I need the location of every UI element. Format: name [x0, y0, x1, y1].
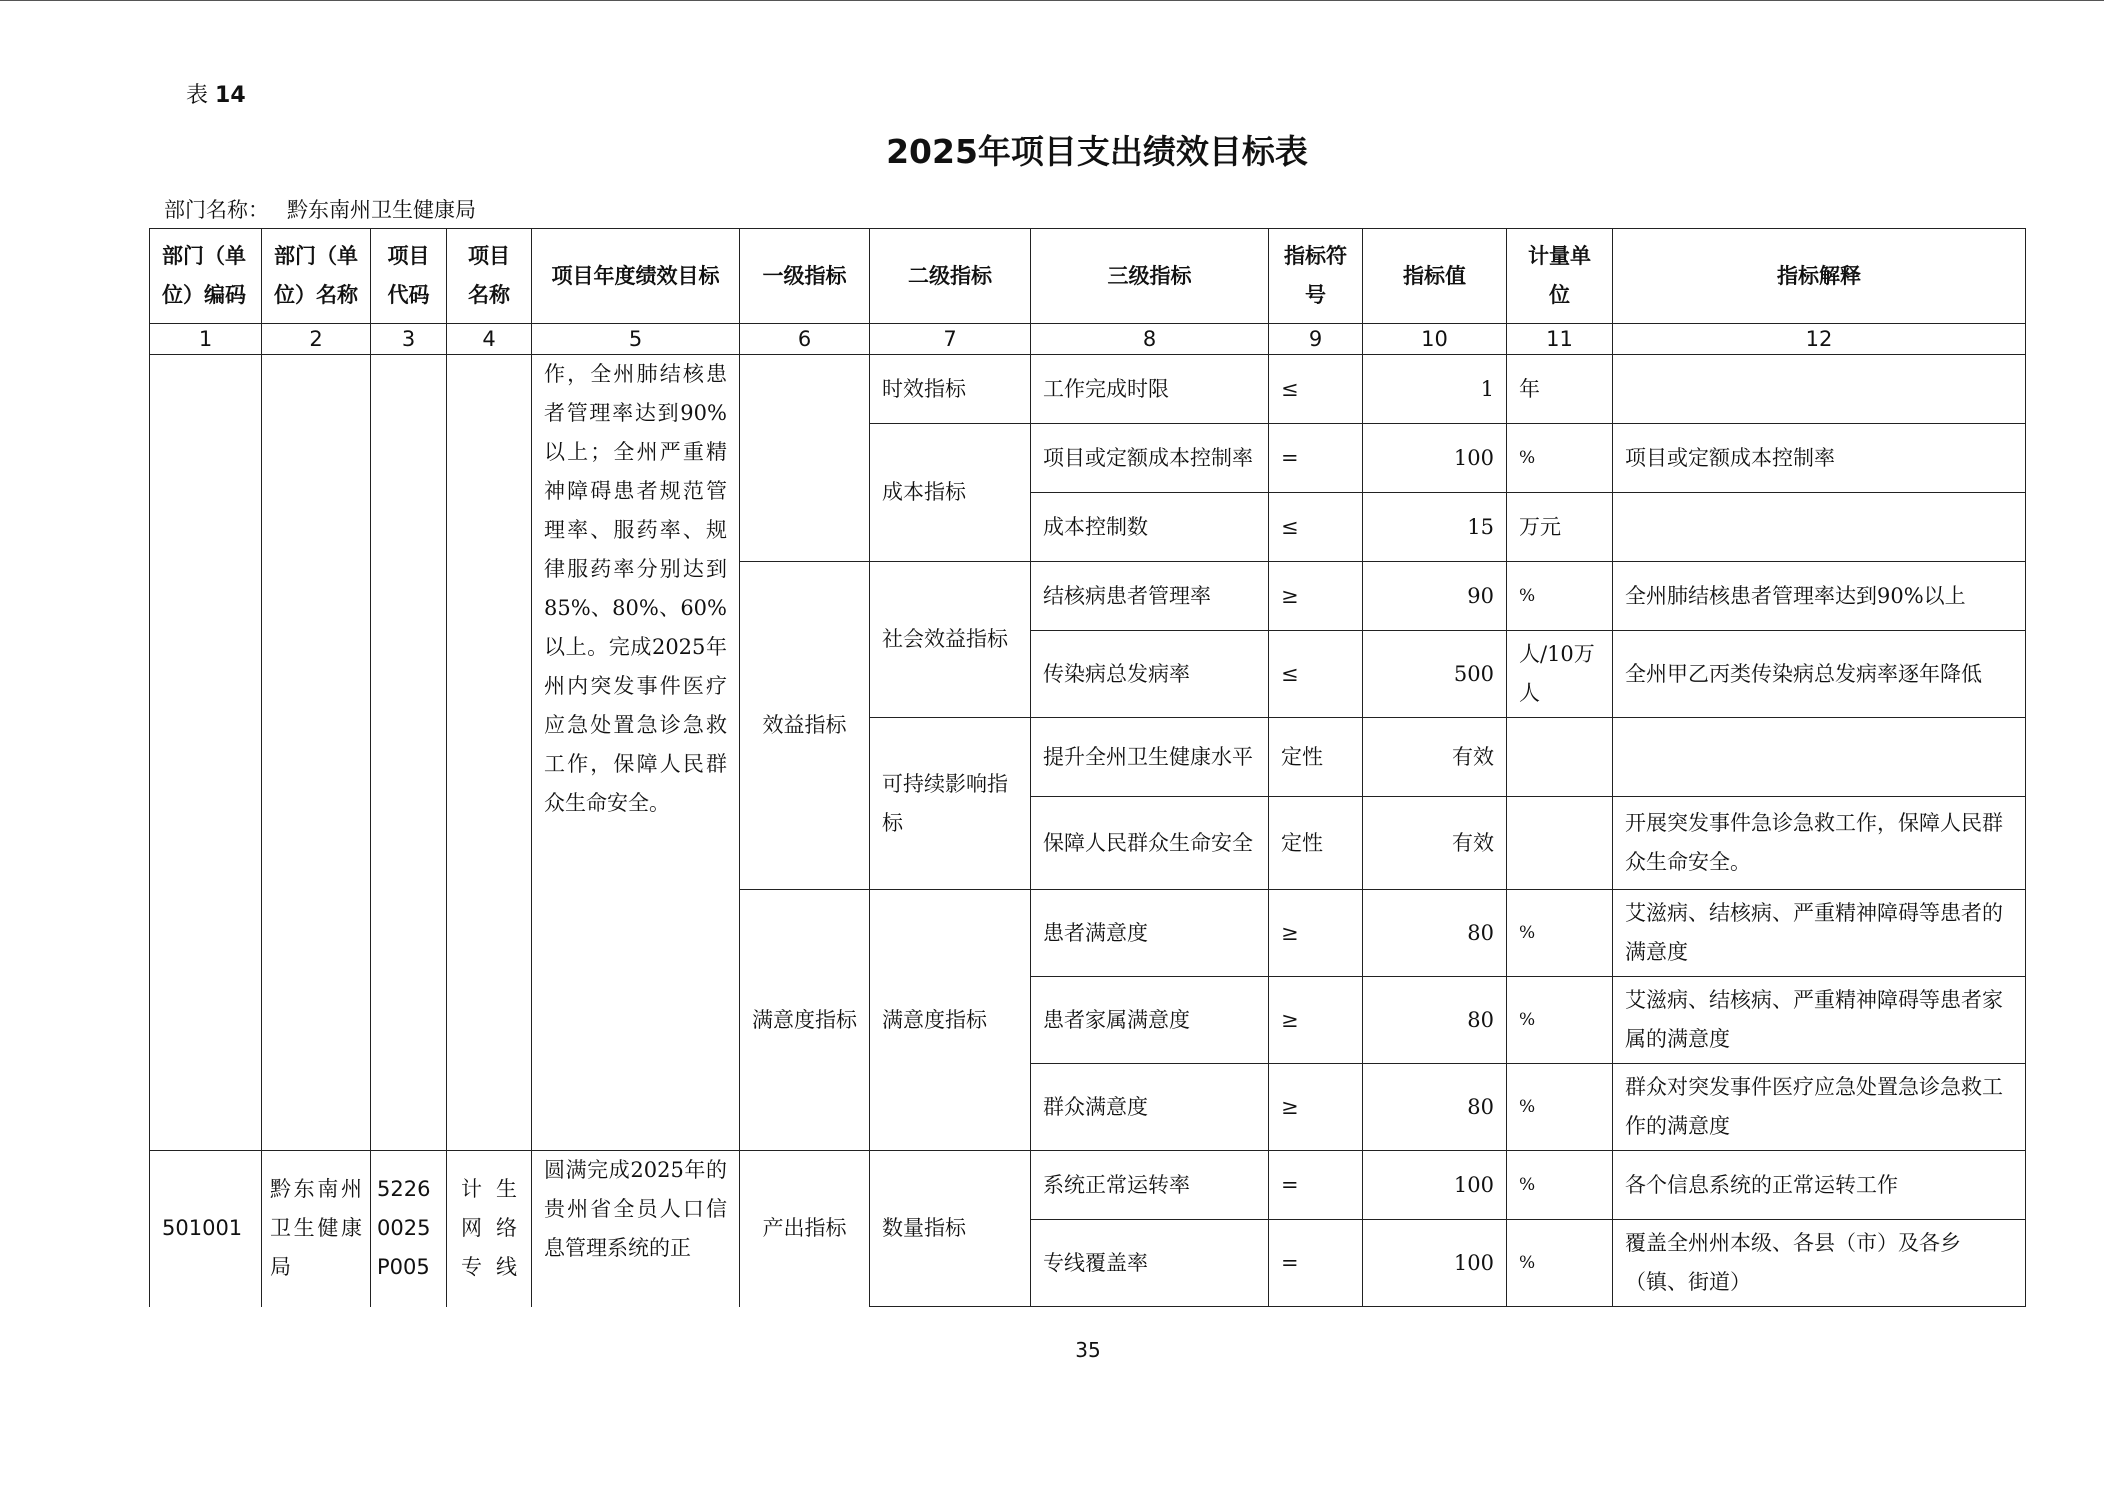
- unit-cell: 年: [1507, 355, 1613, 424]
- explain-cell: [1613, 493, 2026, 562]
- level3-cell: 传染病总发病率: [1031, 631, 1269, 718]
- unit-cell: %: [1507, 424, 1613, 493]
- level2-cell: 时效指标: [870, 355, 1031, 424]
- value-cell: 90: [1363, 562, 1507, 631]
- value-cell: 80: [1363, 890, 1507, 977]
- col-number: 10: [1363, 324, 1507, 355]
- level2-cell: 社会效益指标: [870, 562, 1031, 718]
- col-number: 7: [870, 324, 1031, 355]
- level3-cell: 结核病患者管理率: [1031, 562, 1269, 631]
- performance-table: [149, 228, 2026, 1307]
- value-cell: 15: [1363, 493, 1507, 562]
- unit-cell: %: [1507, 562, 1613, 631]
- col-number: 2: [262, 324, 371, 355]
- level1-cell: [740, 355, 870, 562]
- department-line: [164, 194, 494, 224]
- annual-goal-cell: 圆满完成2025年的贵州省全员人口信息管理系统的正: [532, 1151, 740, 1307]
- value-cell: 1: [1363, 355, 1507, 424]
- level3-cell: 系统正常运转率: [1031, 1151, 1269, 1220]
- unit-cell: [1507, 797, 1613, 890]
- project-code-cell: 52260025P005: [371, 1151, 447, 1307]
- symbol-cell: ≤: [1269, 631, 1363, 718]
- col-number: 3: [371, 324, 447, 355]
- explain-cell: 艾滋病、结核病、严重精神障碍等患者的满意度: [1613, 890, 2026, 977]
- header-project-name: 项目名称: [447, 229, 532, 324]
- header-row: [150, 229, 2026, 324]
- unit-cell: %: [1507, 977, 1613, 1064]
- symbol-cell: ≥: [1269, 1064, 1363, 1151]
- explain-cell: 群众对突发事件医疗应急处置急诊急救工作的满意度: [1613, 1064, 2026, 1151]
- value-cell: 100: [1363, 1151, 1507, 1220]
- level2-cell: 满意度指标: [870, 890, 1031, 1151]
- value-cell: 500: [1363, 631, 1507, 718]
- col-number: 1: [150, 324, 262, 355]
- project-code-cell: [371, 355, 447, 1151]
- value-cell: 有效: [1363, 797, 1507, 890]
- header-dept-name: 部门（单位）名称: [262, 229, 371, 324]
- level3-cell: 患者家属满意度: [1031, 977, 1269, 1064]
- symbol-cell: ≥: [1269, 890, 1363, 977]
- col-number: 11: [1507, 324, 1613, 355]
- dept-code-cell: 501001: [150, 1151, 262, 1307]
- col-number: 6: [740, 324, 870, 355]
- symbol-cell: =: [1269, 1151, 1363, 1220]
- level3-cell: 患者满意度: [1031, 890, 1269, 977]
- level3-cell: 项目或定额成本控制率: [1031, 424, 1269, 493]
- header-annual-goal: 项目年度绩效目标: [532, 229, 740, 324]
- level3-cell: 提升全州卫生健康水平: [1031, 718, 1269, 797]
- header-level3: 三级指标: [1031, 229, 1269, 324]
- dept-name-cell: [262, 355, 371, 1151]
- level3-cell: 保障人民群众生命安全: [1031, 797, 1269, 890]
- col-number: 9: [1269, 324, 1363, 355]
- level3-cell: 专线覆盖率: [1031, 1220, 1269, 1307]
- explain-cell: 项目或定额成本控制率: [1613, 424, 2026, 493]
- symbol-cell: 定性: [1269, 718, 1363, 797]
- value-cell: 有效: [1363, 718, 1507, 797]
- level3-cell: 群众满意度: [1031, 1064, 1269, 1151]
- project-name-cell: 计生网络专线: [447, 1151, 532, 1307]
- level1-cell: 产出指标: [740, 1151, 870, 1307]
- header-unit: 计量单位: [1507, 229, 1613, 324]
- explain-cell: 全州甲乙丙类传染病总发病率逐年降低: [1613, 631, 2026, 718]
- table-row: [150, 355, 2026, 424]
- unit-cell: %: [1507, 890, 1613, 977]
- header-project-code: 项目代码: [371, 229, 447, 324]
- unit-cell: %: [1507, 1151, 1613, 1220]
- level2-cell: 数量指标: [870, 1151, 1031, 1307]
- value-cell: 100: [1363, 1220, 1507, 1307]
- explain-cell: [1613, 355, 2026, 424]
- top-border-line: [0, 0, 2104, 1]
- unit-cell: %: [1507, 1064, 1613, 1151]
- explain-cell: 全州肺结核患者管理率达到90%以上: [1613, 562, 2026, 631]
- value-cell: 80: [1363, 1064, 1507, 1151]
- col-number: 8: [1031, 324, 1269, 355]
- symbol-cell: ≤: [1269, 355, 1363, 424]
- header-explain: 指标解释: [1613, 229, 2026, 324]
- symbol-cell: ≤: [1269, 493, 1363, 562]
- department-label: 部门名称：: [164, 198, 269, 222]
- explain-cell: 艾滋病、结核病、严重精神障碍等患者家属的满意度: [1613, 977, 2026, 1064]
- unit-cell: %: [1507, 1220, 1613, 1307]
- level3-cell: 工作完成时限: [1031, 355, 1269, 424]
- level1-cell: 满意度指标: [740, 890, 870, 1151]
- dept-name-cell: 黔东南州卫生健康局: [262, 1151, 371, 1307]
- symbol-cell: ≥: [1269, 977, 1363, 1064]
- table-number: 表 14: [186, 83, 246, 108]
- col-number: 12: [1613, 324, 2026, 355]
- symbol-cell: 定性: [1269, 797, 1363, 890]
- value-cell: 100: [1363, 424, 1507, 493]
- symbol-cell: =: [1269, 1220, 1363, 1307]
- header-symbol: 指标符号: [1269, 229, 1363, 324]
- unit-cell: [1507, 718, 1613, 797]
- value-cell: 80: [1363, 977, 1507, 1064]
- project-name-cell: [447, 355, 532, 1151]
- header-value: 指标值: [1363, 229, 1507, 324]
- level2-cell: 成本指标: [870, 424, 1031, 562]
- explain-cell: [1613, 718, 2026, 797]
- level2-cell: 可持续影响指标: [870, 718, 1031, 890]
- annual-goal-cell: 作，全州肺结核患者管理率达到90%以上；全州严重精神障碍患者规范管理率、服药率、规律服药率分别达到85%、80%、60%以上。完成2025年州内突发事件医疗应急处置急诊急救工作，保障人民群众生命安全。: [532, 355, 740, 1151]
- column-number-row: [150, 324, 2026, 355]
- symbol-cell: =: [1269, 424, 1363, 493]
- col-number: 4: [447, 324, 532, 355]
- explain-cell: 各个信息系统的正常运转工作: [1613, 1151, 2026, 1220]
- header-dept-code: 部门（单位）编码: [150, 229, 262, 324]
- department-value: 黔东南州卫生健康局: [287, 198, 476, 222]
- level1-cell: 效益指标: [740, 562, 870, 890]
- explain-cell: 覆盖全州州本级、各县（市）及各乡（镇、街道）: [1613, 1220, 2026, 1307]
- symbol-cell: ≥: [1269, 562, 1363, 631]
- header-level1: 一级指标: [740, 229, 870, 324]
- unit-cell: 人/10万人: [1507, 631, 1613, 718]
- unit-cell: 万元: [1507, 493, 1613, 562]
- col-number: 5: [532, 324, 740, 355]
- explain-cell: 开展突发事件急诊急救工作，保障人民群众生命安全。: [1613, 797, 2026, 890]
- page-number: 35: [1075, 1338, 1101, 1362]
- page-title: 2025年项目支出绩效目标表: [886, 132, 1308, 171]
- table-row: [150, 1151, 2026, 1220]
- dept-code-cell: [150, 355, 262, 1151]
- header-level2: 二级指标: [870, 229, 1031, 324]
- level3-cell: 成本控制数: [1031, 493, 1269, 562]
